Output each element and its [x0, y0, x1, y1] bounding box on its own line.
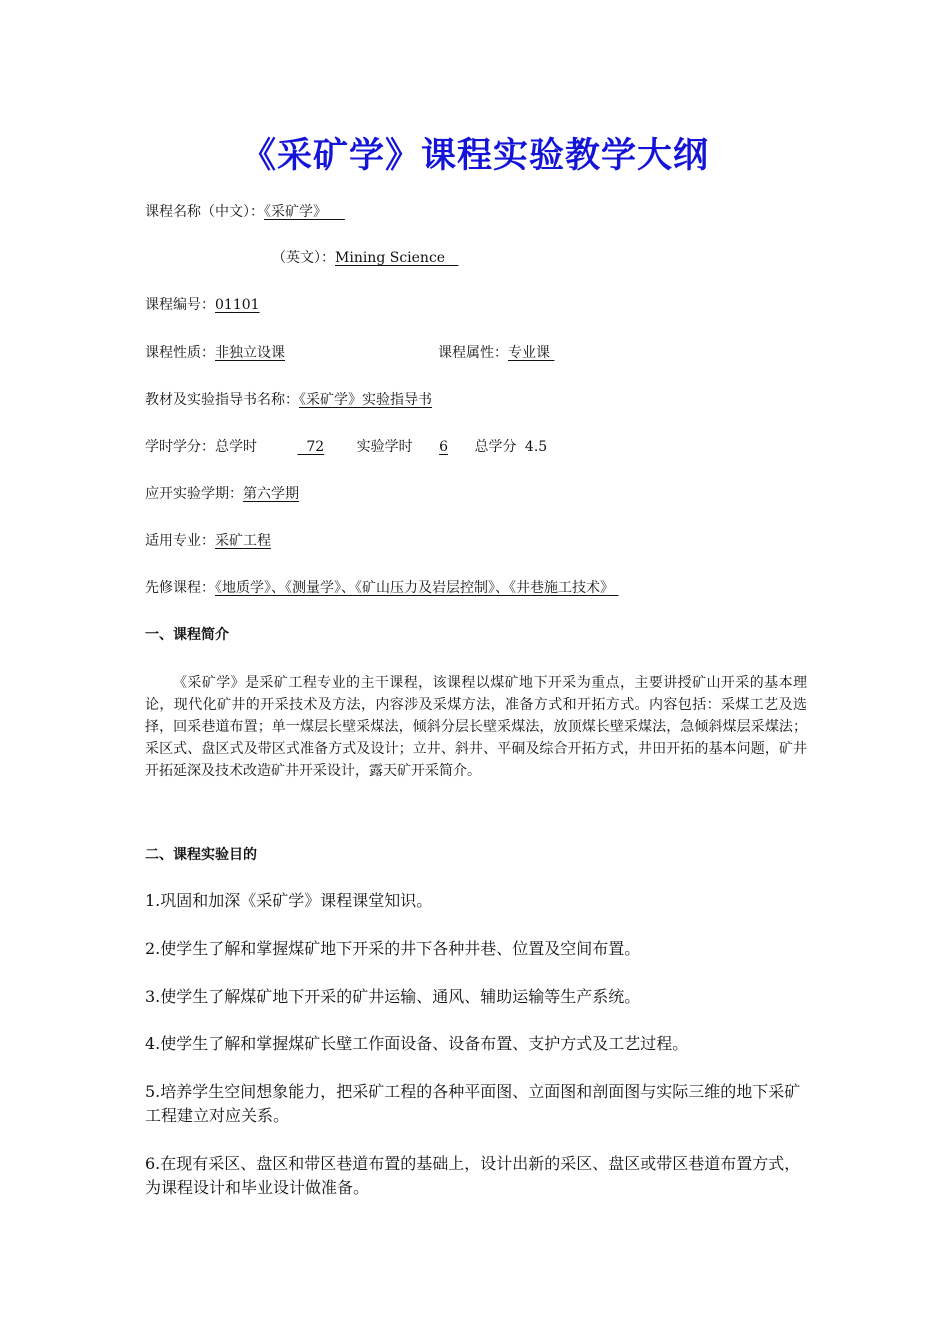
course-nature	[145, 343, 285, 363]
lab-hours-label: 实验学时	[356, 439, 413, 455]
course-prerequisites	[145, 578, 618, 598]
course-textbook-label: 教材及实验指导书名称：	[145, 392, 299, 408]
course-name-en	[272, 248, 458, 268]
course-semester	[145, 484, 299, 504]
course-textbook-value: 《采矿学》实验指导书	[299, 392, 432, 408]
course-name-cn-value: 《采矿学》	[264, 204, 345, 220]
course-code-label: 课程编号：	[145, 297, 215, 313]
course-textbook	[145, 390, 432, 410]
objective-item: 3.使学生了解煤矿地下开采的矿井运输、通风、辅助运输等生产系统。	[145, 987, 641, 1006]
objective-item: 1.巩固和加深《采矿学》课程课堂知识。	[145, 891, 433, 910]
course-name-en-label: （英文）：	[272, 250, 335, 266]
course-semester-value: 第六学期	[243, 486, 299, 502]
course-major-value: 采矿工程	[215, 533, 271, 549]
objective-item: 4.使学生了解和掌握煤矿长壁工作面设备、设备布置、支护方式及工艺过程。	[145, 1034, 689, 1053]
section-intro-heading: 一、课程简介	[145, 627, 229, 643]
objective-item: 2.使学生了解和掌握煤矿地下开采的井下各种井巷、位置及空间布置。	[145, 939, 641, 958]
lab-hours-value: 6	[439, 439, 448, 455]
page-title: 《采矿学》课程实验教学大纲	[240, 136, 709, 176]
objective-item: 5.培养学生空间想象能力，把采矿工程的各种平面图、立面图和剖面图与实际三维的地下采矿工程建立对应关系。	[145, 1082, 801, 1125]
course-attribute-value: 专业课	[508, 345, 555, 361]
course-nature-label: 课程性质：	[145, 345, 215, 361]
credits-label: 总学分	[474, 439, 517, 455]
course-nature-value: 非独立设课	[215, 345, 285, 361]
course-name-cn	[145, 202, 345, 222]
course-name-cn-label: 课程名称（中文）：	[145, 204, 264, 220]
course-prerequisites-value: 《地质学》、《测量学》、《矿山压力及岩层控制》、《井巷施工技术》	[215, 580, 619, 596]
course-major	[145, 531, 271, 551]
course-hours	[145, 437, 547, 457]
course-name-en-value: Mining Science	[335, 250, 459, 266]
course-code-value: 01101	[215, 297, 260, 313]
course-prerequisites-label: 先修课程：	[145, 580, 215, 596]
objective-item: 6.在现有采区、盘区和带区巷道布置的基础上，设计出新的采区、盘区或带区巷道布置方式，为课程设计和毕业设计做准备。	[145, 1154, 801, 1197]
total-hours-value: 72	[297, 439, 325, 455]
course-major-label: 适用专业：	[145, 533, 215, 549]
credits-value: 4.5	[524, 439, 548, 455]
course-semester-label: 应开实验学期：	[145, 486, 243, 502]
section-objectives-heading: 二、课程实验目的	[145, 847, 257, 863]
course-code	[145, 295, 260, 315]
course-hours-label: 学时学分：总学时	[145, 439, 257, 455]
course-attribute	[438, 343, 554, 363]
course-attribute-label: 课程属性：	[438, 345, 508, 361]
section-intro-text: 《采矿学》是采矿工程专业的主干课程，该课程以煤矿地下开采为重点，主要讲授矿山开采的基本理论，现代化矿井的开采技术及方法，内容涉及采煤方法，准备方式和开拓方式。内容包括：采煤工艺及选择，回采巷道布置；单一煤层长壁采煤法，倾斜分层长壁采煤法，放顶煤长壁采煤法，急倾斜煤层采煤法；采区式、盘区式及带区式准备方式及设计；立井、斜井、平硐及综合开拓方式，井田开拓的基本问题，矿井开拓延深及技术改造矿井开采设计，露天矿开采简介。	[145, 675, 807, 779]
